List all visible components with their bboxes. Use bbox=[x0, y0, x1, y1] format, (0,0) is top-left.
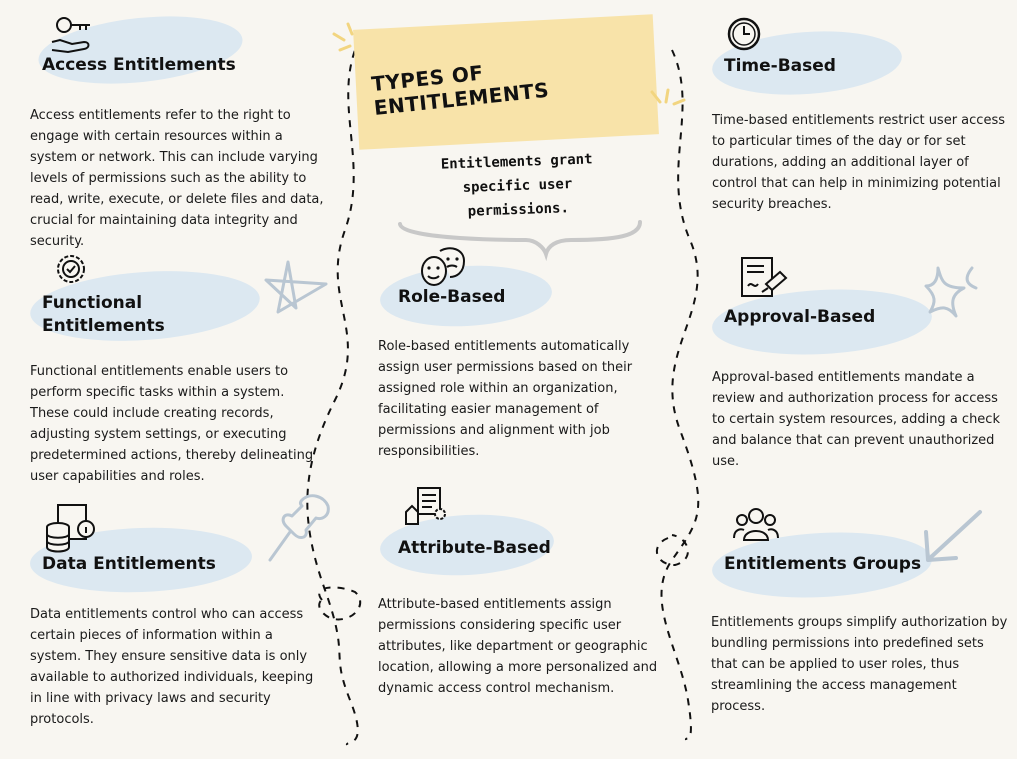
sparkle-lines-icon-2 bbox=[648, 86, 688, 126]
approval-document-icon bbox=[740, 254, 790, 300]
sparkle-doodle-icon bbox=[922, 262, 980, 338]
functional-heading: Functional Entitlements bbox=[42, 293, 165, 336]
arrow-doodle-icon bbox=[920, 506, 986, 566]
hand-key-icon bbox=[50, 12, 96, 54]
gear-check-icon bbox=[52, 250, 90, 288]
time-body: Time-based entitlements restrict user access to particular times of the day or for set durations, adding an additional layer of control that can help in minimizing potential security breaches. bbox=[712, 113, 1005, 212]
page-title: TYPES OF ENTITLEMENTS bbox=[370, 60, 551, 120]
clock-icon bbox=[726, 16, 762, 52]
data-heading: Data Entitlements bbox=[42, 554, 216, 574]
groups-body: Entitlements groups simplify authorization by bundling permissions into predefined sets that can be applied to user roles, thus streamlining the access management process. bbox=[711, 615, 1008, 714]
pushpin-doodle-icon bbox=[266, 490, 332, 570]
groups-heading: Entitlements Groups bbox=[724, 554, 922, 574]
approval-heading: Approval-Based bbox=[724, 307, 876, 327]
functional-body: Functional entitlements enable users to perform specific tasks within a system. These could include creating records, adjusting system settings, or executing predetermined actions, thereby delineating user capabilities and roles. bbox=[30, 364, 314, 484]
theater-masks-icon bbox=[420, 245, 468, 289]
role-body: Role-based entitlements automatically assign user permissions based on their assigned role within an organization, facilitating easier management of permissions and alignment with job responsibilities. bbox=[378, 339, 633, 459]
sparkle-lines-icon bbox=[330, 20, 370, 60]
attribute-body: Attribute-based entitlements assign permissions considering specific user attributes, like department or geographic location, allowing a more personalized and dynamic access control mechanism. bbox=[378, 597, 658, 696]
approval-body: Approval-based entitlements mandate a review and authorization process for access to certain system resources, adding a check and balance that can prevent unauthorized use. bbox=[712, 370, 1000, 469]
star-doodle-icon bbox=[258, 258, 330, 318]
access-heading: Access Entitlements bbox=[42, 55, 236, 75]
data-body: Data entitlements control who can access certain pieces of information within a system. They ensure sensitive data is only available to authorized individuals, keeping in line with privacy laws and security protocols. bbox=[30, 607, 314, 727]
attribute-heading: Attribute-Based bbox=[398, 538, 551, 558]
page-subtitle: Entitlements grant specific user permissions. bbox=[440, 151, 593, 220]
checklist-tag-icon bbox=[404, 486, 448, 528]
access-body: Access entitlements refer to the right to engage with certain resources within a system or network. This can include varying levels of permissions such as the ability to read, write, execute, or delete files and data, crucial for maintaining data integrity and security. bbox=[30, 108, 324, 249]
user-group-icon bbox=[732, 506, 780, 544]
role-heading: Role-Based bbox=[398, 287, 506, 307]
database-document-icon bbox=[44, 503, 98, 555]
time-heading: Time-Based bbox=[724, 56, 836, 76]
